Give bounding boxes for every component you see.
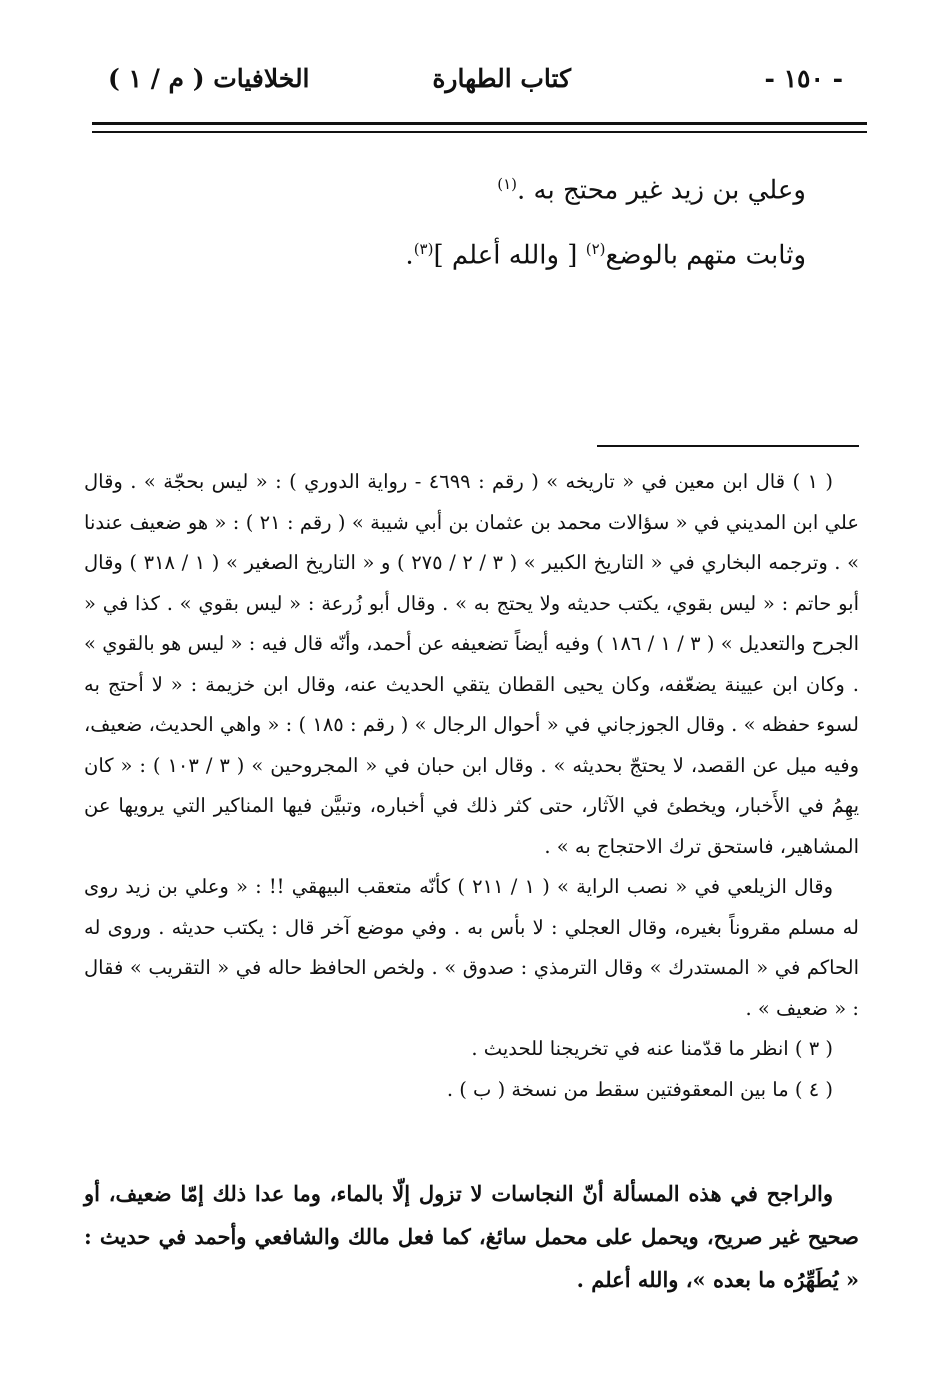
- main-line-1: وعلي بن زيد غير محتج به .$^{(١)}$: [497, 175, 806, 206]
- page-number: - ١٥٠ -: [764, 64, 843, 93]
- footnote-3: ( ٣ ) انظر ما قدّمنا عنه في تخريجنا للحديث .: [471, 1037, 833, 1060]
- footnote-ref-3: (٣): [413, 239, 434, 258]
- footnotes: [84, 462, 859, 1110]
- page-header: [100, 60, 851, 104]
- main-line-2: وثابت متهم بالوضع$^{(٢)}$ [ والله أعلم ]$^{(٣)}$.: [405, 239, 806, 271]
- header-rule-thick: [92, 122, 867, 125]
- main-text: [286, 155, 806, 284]
- footnote-ref-2: (٢): [585, 239, 606, 258]
- header-rule-thin: [92, 131, 867, 133]
- footnote-1-continued: وقال الزيلعي في « نصب الراية » ( ١ / ٢١١ ) كأنّه متعقب البيهقي !! : « وعلي بن زيد روى له مسلم مقروناً بغيره، وقال العجلي : لا بأس به . وفي موضع آخر قال : يكتب حديثه . وروى له الحاكم في « المستدرك » وقال الترمذي : صدوق » . ولخص الحافظ حاله في « التقريب » فقال : « ضعيف » .: [84, 875, 859, 1020]
- footnote-ref-1: (١): [497, 175, 518, 193]
- footnote-separator: [597, 445, 859, 447]
- section-title: الخلافيات ( م / ١ ): [108, 64, 310, 93]
- book-title: كتاب الطهارة: [432, 64, 571, 93]
- footnote-4: ( ٤ ) ما بين المعقوفتين سقط من نسخة ( ب ) .: [446, 1077, 833, 1101]
- footnote-1: ( ١ ) قال ابن معين في « تاريخه » ( رقم : ٤٦٩٩ - رواية الدوري ) : « ليس بحجّة » . وقال علي ابن المديني في « سؤالات محمد بن عثمان بن أبي شيبة » ( رقم : ٢١ ) : « هو ضعيف عندنا » . وترجمه البخاري في « التاريخ الكبير » ( ٣ / ٢ / ٢٧٥ ) و « التاريخ الصغير » ( ١ / ٣١٨ ) وقال أبو حاتم : « ليس بقوي، يكتب حديثه ولا يحتج به » . وقال أبو زُرعة : « ليس بقوي » . كذا في « الجرح والتعديل » ( ٣ / ١ / ١٨٦ ) وفيه أيضاً تضعيفه عن أحمد، وأنّه قال فيه : « ليس هو بالقوي » . وكان ابن عيينة يضعّفه، وكان يحيى القطان يتقي الحديث عنه، وقال ابن خزيمة : « لا أحتج به لسوء حفظه » . وقال الجوزجاني في « أحوال الرجال » ( رقم : ١٨٥ ) : « واهي الحديث، ضعيف، وفيه ميل عن القصد، لا يحتجّ بحديثه » . وقال ابن حبان في « المجروحين » ( ٣ / ١٠٣ ) : « كان يهِمُ في الأَخبار، ويخطئ في الآثار، حتى كثر ذلك في أخباره، وتبيَّن فيها المناكير التي يرويها عن المشاهير، فاستحق ترك الاحتجاج به » .: [84, 470, 860, 858]
- conclusion-paragraph: والراجح في هذه المسألة أنّ النجاسات لا تزول إلّا بالماء، وما عدا ذلك إمّا ضعيف، أو صحيح غير صريح، ويحمل على محمل سائغ، كما فعل مالك والشافعي وأحمد في حديث : « يُطَهِّرُه ما بعده »، والله أعلم .: [84, 1181, 859, 1292]
